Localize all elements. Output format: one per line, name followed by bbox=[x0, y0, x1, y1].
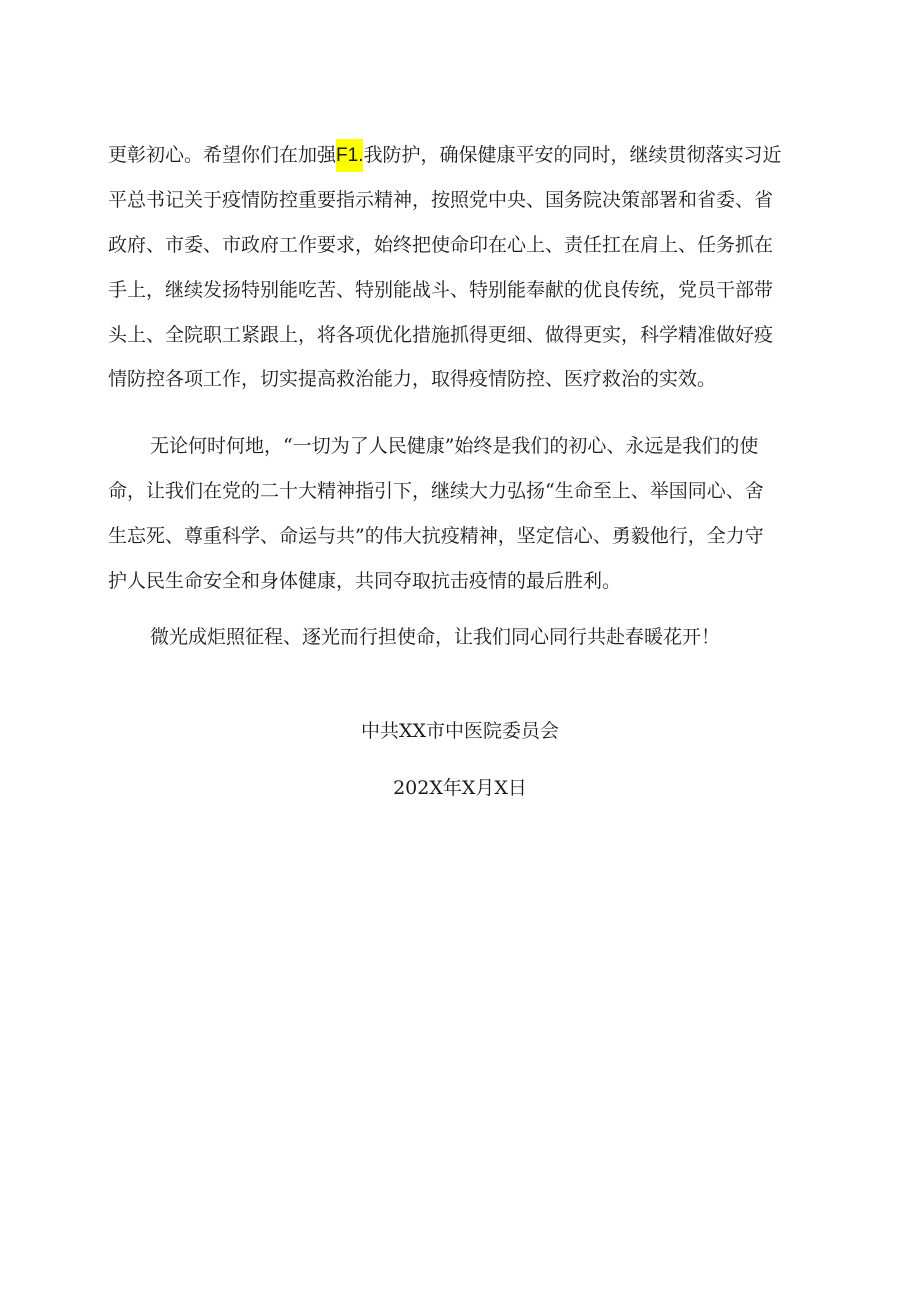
highlighted-text: F1. bbox=[336, 139, 363, 172]
paragraph-2-line-4: 护人民生命安全和身体健康，共同夺取抗击疫情的最后胜利。 bbox=[108, 570, 622, 592]
paragraph-1-line-1-after: 我防护，确保健康平安的同时，继续贯彻落实习近 bbox=[363, 144, 782, 166]
paragraph-2-line-3: 生忘死、尊重科学、命运与共”的伟大抗疫精神，坚定信心、勇毅他行，全力守 bbox=[108, 525, 764, 547]
paragraph-1-line-4: 手上，继续发扬特别能吃苦、特别能战斗、特别能奉献的优良传统，党员干部带 bbox=[108, 279, 774, 301]
signature-date: 202X年X月X日 bbox=[393, 777, 527, 799]
paragraph-1-line-6: 情防控各项工作，切实提高救治能力，取得疫情防控、医疗救治的实效。 bbox=[108, 368, 717, 390]
paragraph-1-line-1-before: 更彰初心。希望你们在加强 bbox=[108, 144, 337, 166]
paragraph-1-line-1 bbox=[108, 140, 920, 170]
paragraph-2-line-1: 无论何时何地，“一切为了人民健康”始终是我们的初心、永远是我们的使 bbox=[150, 435, 759, 457]
signature-organization: 中共XX市中医院委员会 bbox=[360, 720, 560, 742]
paragraph-1-line-3: 政府、市委、市政府工作要求，始终把使命印在心上、责任扛在肩上、任务抓在 bbox=[108, 234, 774, 256]
paragraph-1-line-2: 平总书记关于疫情防控重要指示精神，按照党中央、国务院决策部署和省委、省 bbox=[108, 189, 774, 211]
paragraph-3-line-1: 微光成炬照征程、逐光而行担使命，让我们同心同行共赴春暖花开！ bbox=[150, 626, 721, 648]
paragraph-2-line-2: 命，让我们在党的二十大精神指引下，继续大力弘扬“生命至上、举国同心、舍 bbox=[108, 480, 764, 502]
paragraph-1-line-5: 头上、全院职工紧跟上，将各项优化措施抓得更细、做得更实，科学精准做好疫 bbox=[108, 324, 774, 346]
